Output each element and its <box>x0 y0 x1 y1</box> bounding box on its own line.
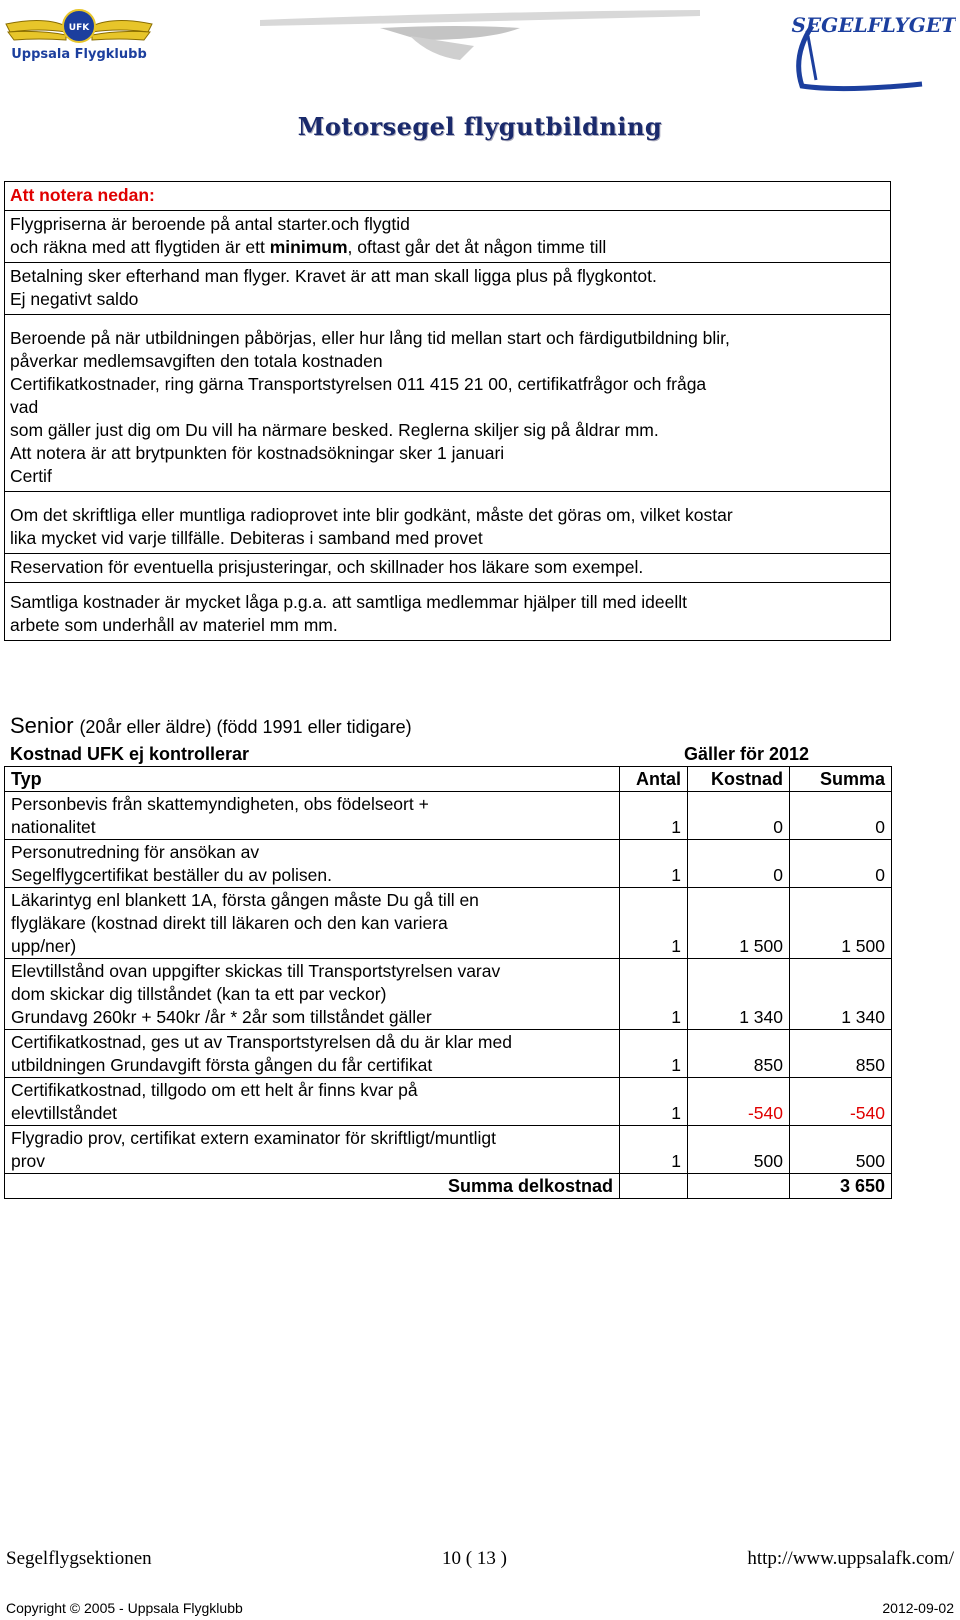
uppsala-flygklubb-logo <box>4 2 154 68</box>
col-typ: Typ <box>5 767 620 792</box>
cost-kostnad: 1 500 <box>688 888 790 959</box>
cost-antal: 1 <box>620 959 688 1030</box>
cost-summa: 1 340 <box>790 959 892 1030</box>
cost-antal: 1 <box>620 1078 688 1126</box>
cost-summa: 500 <box>790 1126 892 1174</box>
note-row: Reservation för eventuella prisjusteringar, och skillnader hos läkare som exempel. <box>5 554 891 583</box>
total-empty <box>688 1174 790 1199</box>
costs-header-row <box>5 767 892 792</box>
footer-copyright: Copyright © 2005 - Uppsala Flygklubb <box>6 1600 243 1616</box>
cost-kostnad: 500 <box>688 1126 790 1174</box>
cost-summa: 1 500 <box>790 888 892 959</box>
page-title: Motorsegel flygutbildning <box>297 112 663 141</box>
cost-row <box>5 1078 892 1126</box>
segelflyget-logo-text: SEGELFLYGET <box>791 13 956 37</box>
cost-row <box>5 840 892 888</box>
total-label: Summa delkostnad <box>5 1174 620 1199</box>
segelflyget-logo <box>782 6 956 92</box>
cost-antal: 1 <box>620 792 688 840</box>
note-row: Samtliga kostnader är mycket låga p.g.a. att samtliga medlemmar hjälper till med ideellt arbete som underhåll av materiel mm mm. <box>5 583 891 641</box>
notes-heading: Att notera nedan: <box>5 182 891 211</box>
senior-detail: (20år eller äldre) (född 1991 eller tidigare) <box>79 717 412 737</box>
cost-row <box>5 959 892 1030</box>
logo-badge-text: UFK <box>68 23 90 33</box>
valid-heading: Gäller för 2012 <box>684 744 810 764</box>
cost-summa: 0 <box>790 792 892 840</box>
cost-typ: Personutredning för ansökan av Segelflygcertifikat beställer du av polisen. <box>5 840 620 888</box>
cost-summa: 0 <box>790 840 892 888</box>
cost-typ: Elevtillstånd ovan uppgifter skickas till Transportstyrelsen varav dom skickar dig tillståndet (kan ta ett par veckor) Grundavg 260kr + 540kr /år * 2år som tillståndet gäller <box>5 959 620 1030</box>
cost-row <box>5 888 892 959</box>
cost-row <box>5 1030 892 1078</box>
cost-kostnad: 0 <box>688 840 790 888</box>
cost-row <box>5 1126 892 1174</box>
footer-url[interactable]: http://www.uppsalafk.com/ <box>747 1548 954 1569</box>
cost-antal: 1 <box>620 1030 688 1078</box>
footer-section: Segelflygsektionen <box>6 1548 152 1569</box>
glider-illustration <box>260 6 700 66</box>
costs-total-row <box>5 1174 892 1199</box>
note-row: Betalning sker efterhand man flyger. Kravet är att man skall ligga plus på flygkontot. Ej negativt saldo <box>5 263 891 315</box>
col-antal: Antal <box>620 767 688 792</box>
col-summa: Summa <box>790 767 892 792</box>
notes-table <box>4 181 891 641</box>
senior-heading <box>10 713 412 739</box>
cost-heading: Kostnad UFK ej kontrollerar <box>10 744 250 764</box>
cost-kostnad: 0 <box>688 792 790 840</box>
note-row: Flygpriserna är beroende på antal starter.och flygtid och räkna med att flygtiden är ett minimum, oftast går det åt någon timme till <box>5 211 891 263</box>
note-row: Om det skriftliga eller muntliga radioprovet inte blir godkänt, måste det göras om, vilket kostar lika mycket vid varje tillfälle. Debiteras i samband med provet <box>5 492 891 554</box>
cost-antal: 1 <box>620 1126 688 1174</box>
cost-row <box>5 792 892 840</box>
total-empty <box>620 1174 688 1199</box>
col-kostnad: Kostnad <box>688 767 790 792</box>
cost-kostnad: 850 <box>688 1030 790 1078</box>
cost-kostnad: 1 340 <box>688 959 790 1030</box>
cost-antal: 1 <box>620 840 688 888</box>
cost-typ: Certifikatkostnad, ges ut av Transportstyrelsen då du är klar med utbildningen Grundavgift första gången du får certifikat <box>5 1030 620 1078</box>
cost-typ: Läkarintyg enl blankett 1A, första gången måste Du gå till en flygläkare (kostnad direkt till läkaren och den kan variera upp/ner) <box>5 888 620 959</box>
cost-kostnad: -540 <box>688 1078 790 1126</box>
senior-label: Senior <box>10 713 74 738</box>
cost-typ: Certifikatkostnad, tillgodo om ett helt år finns kvar på elevtillståndet <box>5 1078 620 1126</box>
footer-date: 2012-09-02 <box>882 1600 954 1616</box>
footer-page-number: 10 ( 13 ) <box>442 1548 507 1569</box>
costs-table <box>4 766 892 1199</box>
note-row: Beroende på när utbildningen påbörjas, eller hur lång tid mellan start och färdigutbildning blir, påverkar medlemsavgiften den totala kostnaden Certifikatkostnader, ring gärna Transportstyrelsen 011 415 21 00, certifikatfrågor och fråga vad som gäller just dig om Du vill ha närmare besked. Reglerna skiljer sig på åldrar mm. Att notera är att brytpunkten för kostnadsökningar sker 1 januari Certif <box>5 315 891 492</box>
cost-summa: -540 <box>790 1078 892 1126</box>
total-value: 3 650 <box>790 1174 892 1199</box>
cost-typ: Personbevis från skattemyndigheten, obs födelseort + nationalitet <box>5 792 620 840</box>
cost-summa: 850 <box>790 1030 892 1078</box>
cost-antal: 1 <box>620 888 688 959</box>
cost-typ: Flygradio prov, certifikat extern examinator för skriftligt/muntligt prov <box>5 1126 620 1174</box>
logo-club-text: Uppsala Flygklubb <box>11 47 147 62</box>
